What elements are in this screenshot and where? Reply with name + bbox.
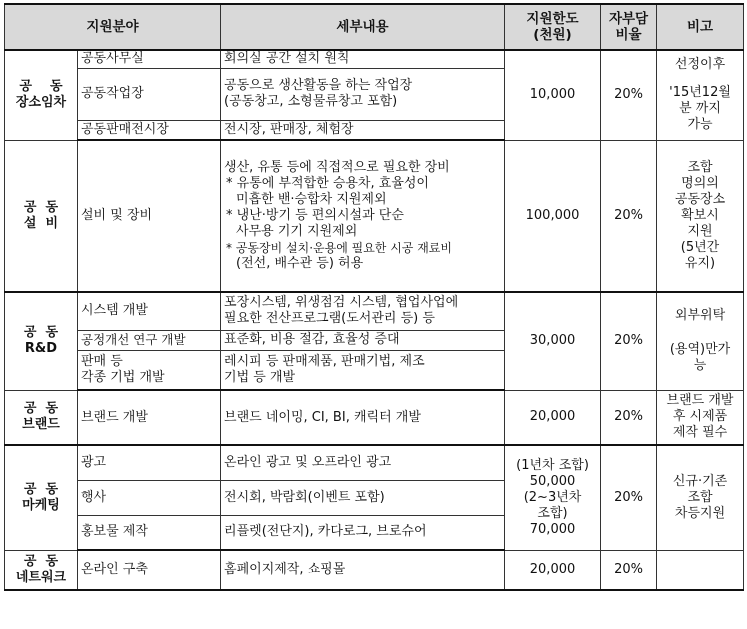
category-marketing xyxy=(5,445,78,550)
detail-cell xyxy=(221,480,505,515)
self-ratio-cell: 20% xyxy=(601,390,657,445)
note-line: 조합 xyxy=(687,489,713,505)
table-row xyxy=(5,445,744,480)
header-row xyxy=(5,4,744,50)
detail-line: 리플렛(전단지), 카다로그, 브로슈어 xyxy=(224,524,427,540)
self-ratio-cell: 20% xyxy=(601,550,657,590)
note-line: (5년간 xyxy=(680,239,720,255)
detail-cell xyxy=(221,350,505,390)
table-row xyxy=(5,292,744,330)
detail-cell xyxy=(221,515,505,550)
limit-cell xyxy=(505,445,601,550)
detail-cell xyxy=(221,68,505,120)
category-name-line2: 마케팅 xyxy=(22,497,60,513)
limit-line: 50,000 xyxy=(529,473,576,489)
detail-line: 브랜드 네이밍, CI, BI, 캐릭터 개발 xyxy=(224,409,421,425)
detail-line: 전시장, 판매장, 체험장 xyxy=(224,121,354,137)
note-line: 조합 xyxy=(687,159,713,175)
category-name-line2: 설 비 xyxy=(23,215,59,231)
header-limit-line1: 지원한도 xyxy=(526,11,579,27)
note-line: 확보시 xyxy=(681,207,719,223)
note-line: 공동장소 xyxy=(674,191,726,207)
note-line: 신규·기존 xyxy=(672,473,728,489)
table-row xyxy=(5,50,744,68)
item-label: 광고 xyxy=(78,445,221,480)
detail-line: * 냉난·방기 등 편의시설과 단순 xyxy=(226,208,404,223)
note-line: 차등지원 xyxy=(674,505,726,521)
category-network xyxy=(5,550,78,590)
item-label: 설비 및 장비 xyxy=(78,140,221,292)
limit-cell: 30,000 xyxy=(505,292,601,390)
table-row xyxy=(5,140,744,292)
detail-cell xyxy=(221,390,505,445)
item-label xyxy=(78,350,221,390)
note-cell xyxy=(657,50,744,140)
note-line: 가능 xyxy=(687,117,713,133)
detail-cell xyxy=(221,50,505,68)
note-cell xyxy=(657,292,744,390)
category-name-line1: 공 동 xyxy=(19,79,63,95)
limit-line: 70,000 xyxy=(529,521,576,537)
header-field: 지원분야 xyxy=(5,4,221,50)
detail-cell xyxy=(221,120,505,140)
detail-cell xyxy=(221,550,505,590)
detail-line: 필요한 전산프로그램(도서관리 등) 등 xyxy=(224,311,435,327)
detail-cell xyxy=(221,140,505,292)
category-rnd xyxy=(5,292,78,390)
detail-line: 온라인 광고 및 오프라인 광고 xyxy=(224,454,392,470)
category-brand xyxy=(5,390,78,445)
table-row xyxy=(5,390,744,445)
note-line: 외부위탁 xyxy=(674,308,726,324)
header-limit-line2: (천원) xyxy=(533,27,572,43)
note-line: 분 까지 xyxy=(679,101,721,117)
limit-cell: 100,000 xyxy=(505,140,601,292)
note-line: 후 시제품 xyxy=(672,409,728,425)
category-lease xyxy=(5,50,78,140)
item-label: 공동작업장 xyxy=(78,68,221,120)
note-line: 능 xyxy=(693,358,707,374)
note-line: '15년12월 xyxy=(669,85,731,101)
category-name-line1: 공 동 xyxy=(23,325,59,341)
detail-line: (공동창고, 소형물류창고 포함) xyxy=(224,94,398,109)
category-name-line2: 네트워크 xyxy=(15,569,67,585)
category-name-line1: 공 동 xyxy=(23,553,59,569)
category-name-line2: 장소임차 xyxy=(15,95,67,111)
detail-line: 전시회, 박람회(이벤트 포함) xyxy=(224,489,385,505)
self-ratio-cell: 20% xyxy=(601,50,657,140)
category-equipment xyxy=(5,140,78,292)
detail-cell xyxy=(221,445,505,480)
note-line: 제작 필수 xyxy=(672,425,728,441)
note-line: 유지) xyxy=(684,255,716,271)
detail-line: 공동으로 생산활동을 하는 작업장 xyxy=(224,78,413,93)
limit-line: (1년차 조합) xyxy=(516,457,589,473)
detail-line: 회의실 공간 설치 원칙 xyxy=(224,51,350,67)
note-line: 선정이후 xyxy=(674,57,726,73)
header-self xyxy=(601,4,657,50)
limit-cell: 20,000 xyxy=(505,390,601,445)
item-label: 온라인 구축 xyxy=(78,550,221,590)
item-label: 공정개선 연구 개발 xyxy=(78,330,221,350)
note-cell xyxy=(657,445,744,550)
self-ratio-cell: 20% xyxy=(601,445,657,550)
table-row xyxy=(5,550,744,590)
detail-line: 홈페이지제작, 쇼핑몰 xyxy=(224,562,346,577)
detail-line: 레시피 등 판매제품, 판매기법, 제조 xyxy=(224,353,425,369)
detail-line: 생산, 유통 등에 직접적으로 필요한 장비 xyxy=(224,160,450,175)
detail-line: 표준화, 비용 절감, 효율성 증대 xyxy=(224,332,400,347)
category-name-line2: R&D xyxy=(24,341,58,357)
detail-line: 포장시스템, 위생점검 시스템, 협업사업에 xyxy=(224,295,459,311)
detail-line: 사무용 기기 지원제외 xyxy=(236,224,358,239)
detail-line: * 유통에 부적합한 승용차, 효율성이 xyxy=(226,176,429,191)
note-line: 지원 xyxy=(687,223,713,239)
support-table xyxy=(4,3,744,591)
detail-line: 미흡한 밴·승합차 지원제외 xyxy=(236,192,387,207)
note-line: (용역)만가 xyxy=(669,342,731,358)
detail-line: (전선, 배수관 등) 허용 xyxy=(236,256,364,271)
header-self-line1: 자부담 xyxy=(608,11,649,27)
note-cell xyxy=(657,550,744,590)
item-label-line: 각종 기법 개발 xyxy=(81,369,165,385)
item-label-line: 판매 등 xyxy=(81,353,123,369)
item-label: 홍보물 제작 xyxy=(78,515,221,550)
item-label: 공동사무실 xyxy=(78,50,221,68)
category-name-line2: 브랜드 xyxy=(22,417,60,433)
note-cell xyxy=(657,390,744,445)
detail-line: * 공동장비 설치·운용에 필요한 시공 재료비 xyxy=(226,241,452,255)
item-label: 시스템 개발 xyxy=(78,292,221,330)
limit-line: 조합) xyxy=(537,505,568,521)
category-name-line1: 공 동 xyxy=(23,481,59,497)
header-limit xyxy=(505,4,601,50)
header-self-line2: 비율 xyxy=(615,27,642,43)
detail-line: 기법 등 개발 xyxy=(224,369,296,385)
note-cell xyxy=(657,140,744,292)
category-name-line1: 공 동 xyxy=(23,401,59,417)
self-ratio-cell: 20% xyxy=(601,292,657,390)
limit-cell: 10,000 xyxy=(505,50,601,140)
item-label: 공동판매전시장 xyxy=(78,120,221,140)
limit-line: (2~3년차 xyxy=(523,489,582,505)
header-note: 비고 xyxy=(657,4,744,50)
item-label: 브랜드 개발 xyxy=(78,390,221,445)
item-label: 행사 xyxy=(78,480,221,515)
self-ratio-cell: 20% xyxy=(601,140,657,292)
detail-cell xyxy=(221,330,505,350)
detail-cell xyxy=(221,292,505,330)
category-name-line1: 공 동 xyxy=(23,199,59,215)
note-line: 브랜드 개발 xyxy=(666,393,734,409)
limit-cell: 20,000 xyxy=(505,550,601,590)
header-detail: 세부내용 xyxy=(221,4,505,50)
note-line: 명의의 xyxy=(681,175,719,191)
